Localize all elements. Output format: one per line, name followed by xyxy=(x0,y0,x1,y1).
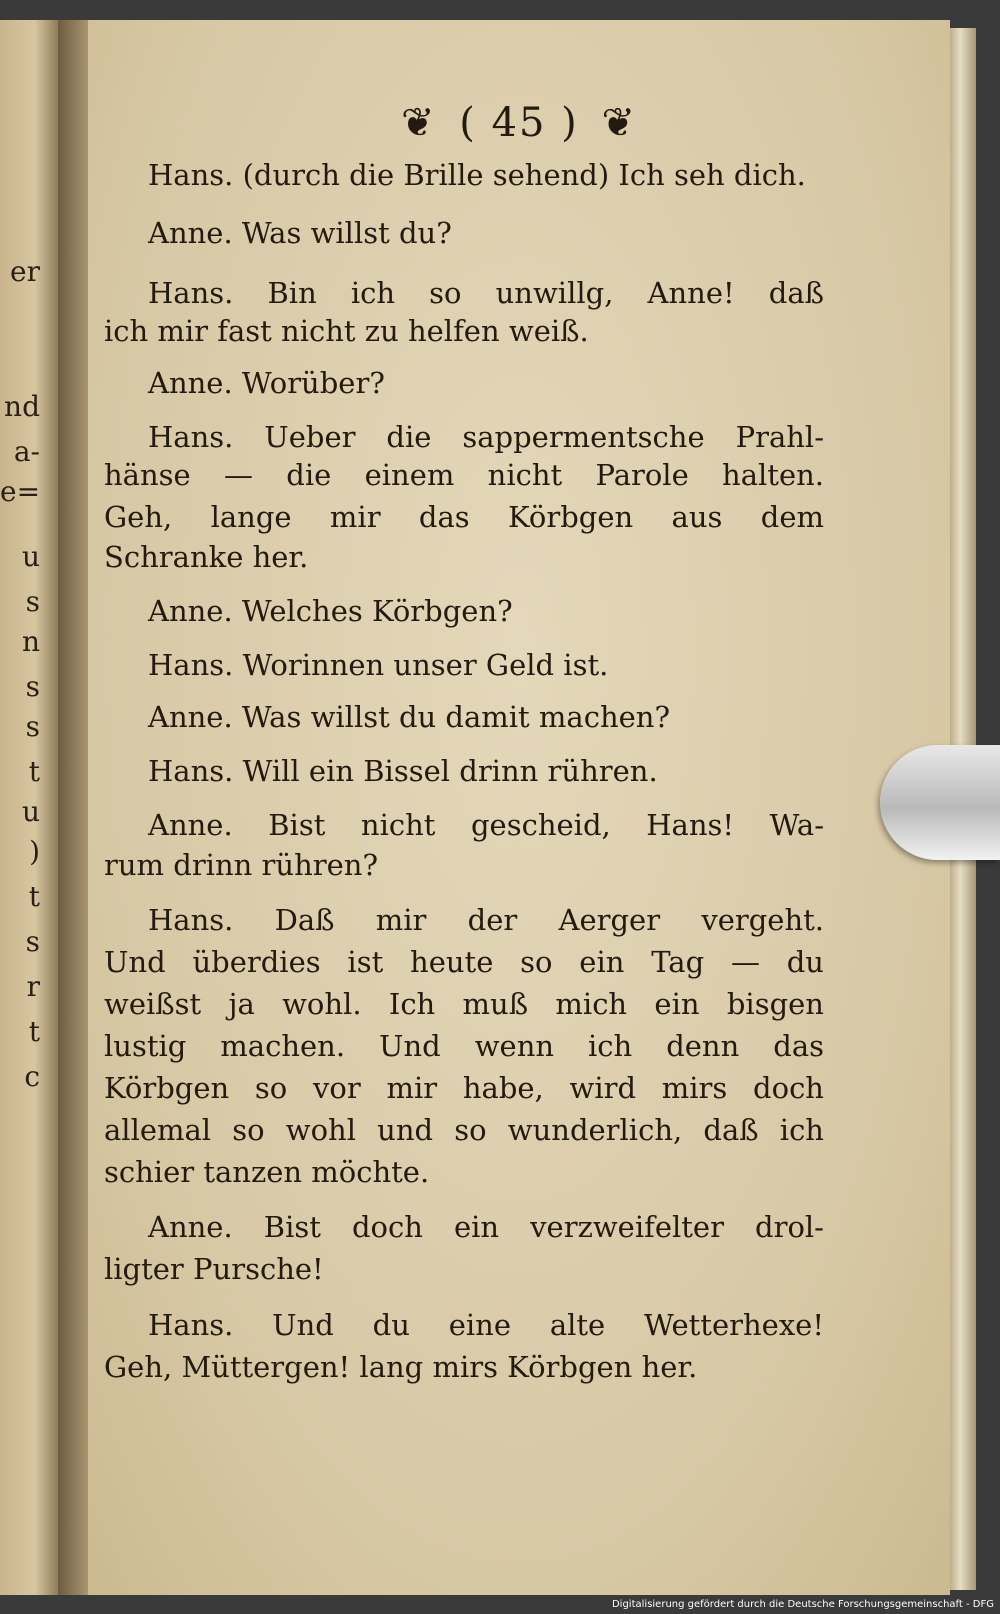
facing-page-fragment: s xyxy=(25,585,40,618)
facing-page-fragment: s xyxy=(25,925,40,958)
text-line: Hans. Und du eine alte Wetterhexe! xyxy=(148,1308,824,1342)
text-line: lustig machen. Und wenn ich denn das xyxy=(104,1029,824,1063)
facing-page-fragment: s xyxy=(25,710,40,743)
text-line: Anne. Bist doch ein verzweifelter drol- xyxy=(148,1210,824,1244)
text-line: Hans. Will ein Bissel drinn rühren. xyxy=(148,754,658,788)
facing-page-fragment: c xyxy=(24,1060,40,1093)
text-line: Hans. Daß mir der Aerger vergeht. xyxy=(148,903,824,937)
text-line: schier tanzen möchte. xyxy=(104,1155,430,1189)
text-line: Anne. Bist nicht gescheid, Hans! Wa- xyxy=(148,808,824,842)
facing-page-fragment: er xyxy=(10,255,40,288)
facing-page-fragment: t xyxy=(28,880,40,913)
text-line: Geh, Müttergen! lang mirs Körbgen her. xyxy=(104,1350,698,1384)
text-line: hänse — die einem nicht Parole halten. xyxy=(104,458,824,492)
book-gutter xyxy=(58,20,88,1595)
facing-page-fragment: e= xyxy=(0,475,41,508)
text-line: ich mir fast nicht zu helfen weiß. xyxy=(104,314,589,348)
text-line: Anne. Worüber? xyxy=(148,366,385,400)
text-line: Und überdies ist heute so ein Tag — du xyxy=(104,945,824,979)
text-line: Anne. Was willst du damit machen? xyxy=(148,700,671,734)
facing-page-fragment: s xyxy=(25,670,40,703)
page-header xyxy=(88,100,950,146)
text-line: Hans. Worinnen unser Geld ist. xyxy=(148,648,609,682)
text-line: Hans. (durch die Brille sehend) Ich seh dich. xyxy=(148,158,806,192)
facing-page-fragment: t xyxy=(28,755,40,788)
text-line: Hans. Bin ich so unwillg, Anne! daß xyxy=(148,276,824,310)
facing-page-fragment: t xyxy=(28,1015,40,1048)
shell-ornament-icon: ❦ xyxy=(601,100,637,146)
text-line: Schranke her. xyxy=(104,540,309,574)
text-line: Körbgen so vor mir habe, wird mirs doch xyxy=(104,1071,824,1105)
facing-page-fragment: u xyxy=(21,795,40,828)
facing-page-fragment: ) xyxy=(29,835,40,868)
facing-page-fragment: a- xyxy=(13,435,40,468)
facing-page-fragment: n xyxy=(21,625,40,658)
facing-page-fragment: u xyxy=(21,540,40,573)
facing-page-fragment: r xyxy=(26,970,40,1003)
text-line: Anne. Welches Körbgen? xyxy=(148,594,513,628)
facing-page-fragment: nd xyxy=(4,390,40,423)
page-holder-clip xyxy=(880,745,1000,860)
text-line: Geh, lange mir das Körbgen aus dem xyxy=(104,500,824,534)
shell-ornament-icon: ❦ xyxy=(400,100,437,146)
text-line: Anne. Was willst du? xyxy=(148,216,452,250)
text-line: ligter Pursche! xyxy=(104,1252,324,1286)
text-line: weißst ja wohl. Ich muß mich ein bisgen xyxy=(104,987,824,1021)
digitization-credit: Digitalisierung gefördert durch die Deutsche Forschungsgemeinschaft - DFG xyxy=(611,1599,994,1610)
text-line: Hans. Ueber die sappermentsche Prahl- xyxy=(148,420,824,454)
page-number: ( 45 ) xyxy=(459,100,579,146)
text-line: rum drinn rühren? xyxy=(104,848,378,882)
text-line: allemal so wohl und so wunderlich, daß ich xyxy=(104,1113,824,1147)
facing-page-edge xyxy=(0,20,58,1595)
